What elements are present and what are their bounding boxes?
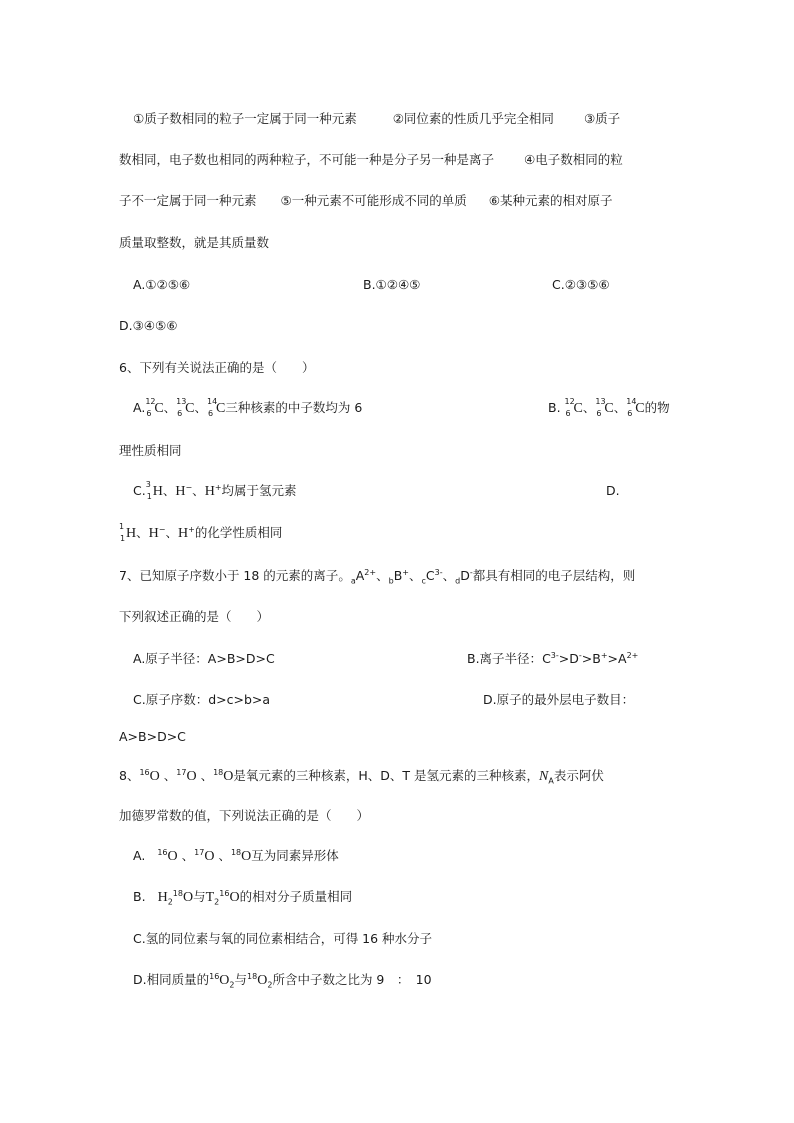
q5-option-c: C.②③⑤⑥ — [552, 277, 610, 292]
q5-statement-5: ⑤一种元素不可能形成不同的单质 — [280, 193, 467, 208]
q5-line1 — [133, 111, 620, 127]
q5-line3 — [119, 193, 612, 209]
q5-statement-6-start: ⑥某种元素的相对原子 — [488, 193, 613, 208]
q7-option-c: C.原子序数：d>c>b>a — [133, 692, 271, 707]
q5-option-a: A.①②⑤⑥ — [133, 277, 191, 292]
q5-option-d: D.③④⑤⑥ — [119, 318, 178, 333]
q5-line2 — [119, 152, 623, 168]
q5-statement-4-cont: 子不一定属于同一种元素 — [119, 193, 257, 208]
q7-option-d: D.原子的最外层电子数目： — [483, 692, 635, 707]
q7-option-b: B.离子半径：$C^{3-}>D^->B^+>A^{2+}$ — [467, 650, 639, 666]
q8-option-b: B. $H_2^{18}O$与$T_2^{16}O$的相对分子质量相同 — [133, 888, 353, 907]
q5-option-b: B.①②④⑤ — [363, 277, 421, 292]
q5-statement-1: ①质子数相同的粒子一定属于同一种元素 — [133, 111, 357, 126]
q5-statement-3-cont: 数相同，电子数也相同的两种粒子，不可能一种是分子另一种是离子 — [119, 152, 495, 167]
q8-option-d: D.相同质量的$^{16}O_2$与$^{18}O_2$所含中子数之比为 9 ： 10 — [133, 971, 432, 990]
q5-statement-3-start: ③质子 — [583, 111, 621, 126]
q6-option-a: A. 12 6 C、 13 6 C、 14 6 C三种核素的中子数均为 6 — [133, 397, 363, 418]
q5-statement-2: ②同位素的性质几乎完全相同 — [392, 111, 554, 126]
q6-stem: 6、下列有关说法正确的是（ ） — [119, 360, 315, 375]
q8-stem: 8、$^{16}$O 、$^{17}$O 、$^{18}$O是氧元素的三种核素，H、D、T 是氢元素的三种核素，$N_A$表示阿伏 — [119, 767, 604, 786]
q7-stem-line2: 下列叙述正确的是（ ） — [119, 609, 270, 624]
q5-line4: 质量取整数，就是其质量数 — [119, 235, 270, 250]
q8-option-c: C.氢的同位素与氧的同位素相结合，可得 16 种水分子 — [133, 931, 433, 946]
q6-option-d: 1 1 H、H−、H+的化学性质相同 — [119, 522, 283, 543]
q7-option-d-cont: A>B>D>C — [119, 729, 186, 744]
q6-option-c: C. 3 1 H、H−、H+均属于氢元素 — [133, 480, 297, 501]
q6-option-d-label: D. — [606, 483, 620, 498]
q7-stem: 7、已知原子序数小于 18 的元素的离子。$_aA^{2+}$、$_b$B+、$_cC^{3-}$、$_d$D-都具有相同的电子层结构，则 — [119, 567, 636, 586]
q8-option-a: A. $^{16}$O 、$^{17}$O 、$^{18}$O互为同素异形体 — [133, 847, 339, 864]
q6-option-b-cont: 理性质相同 — [119, 443, 182, 458]
q8-stem-line2: 加德罗常数的值，下列说法正确的是（ ） — [119, 808, 370, 823]
q5-statement-4-start: ④电子数相同的粒 — [524, 152, 623, 167]
q6-option-b: B. 12 6 C、 13 6 C、 14 6 C的物 — [548, 397, 670, 418]
q7-option-a: A.原子半径：A>B>D>C — [133, 651, 275, 666]
